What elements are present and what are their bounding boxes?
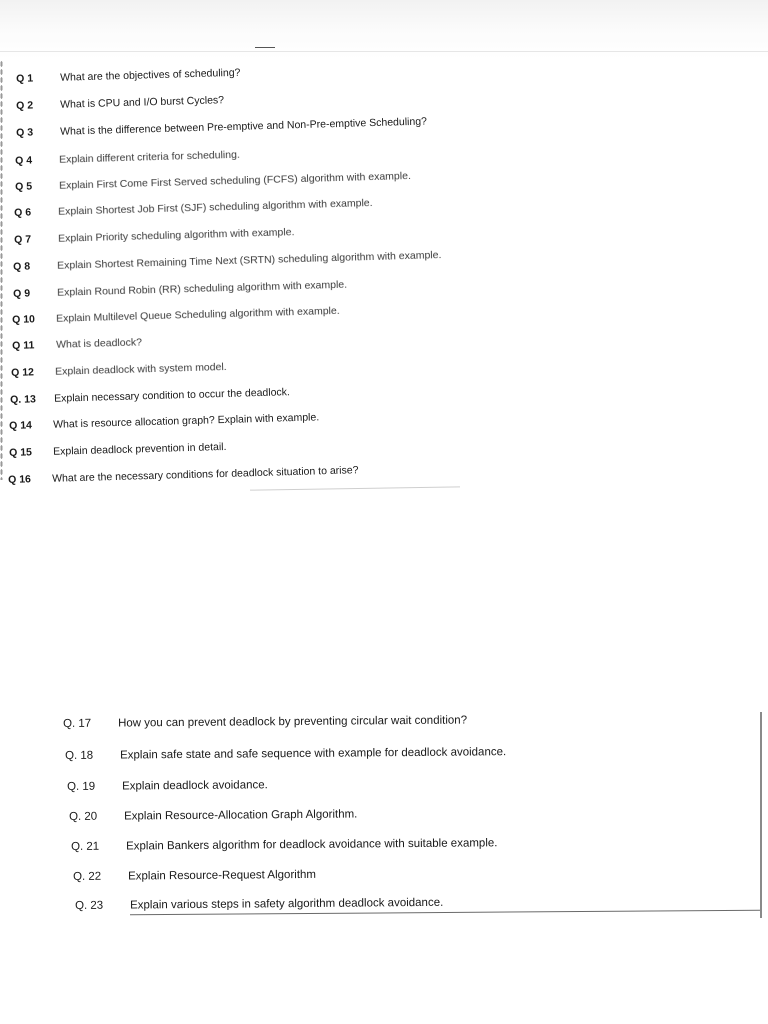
question-number: Q 10 bbox=[12, 313, 36, 326]
question-text: Explain deadlock prevention in detail. bbox=[52, 440, 227, 458]
question-number: Q 12 bbox=[11, 366, 35, 379]
question-number: Q 2 bbox=[16, 99, 34, 112]
question-number: Q. 20 bbox=[69, 810, 98, 823]
question-number: Q 9 bbox=[13, 287, 31, 300]
question-text: Explain safe state and safe sequence with example for deadlock avoidance. bbox=[119, 746, 507, 762]
question-sheet-top bbox=[0, 0, 768, 500]
question-number: Q 15 bbox=[9, 446, 33, 459]
binding-holes bbox=[0, 60, 3, 480]
question-number: Q. 22 bbox=[73, 870, 102, 883]
question-text: Explain Shortest Remaining Time Next (SRTN) scheduling algorithm with example. bbox=[56, 249, 442, 272]
question-text: Explain First Come First Served scheduling (FCFS) algorithm with example. bbox=[58, 169, 412, 192]
question-text: Explain various steps in safety algorithm deadlock avoidance. bbox=[129, 896, 444, 912]
question-number: Q 1 bbox=[16, 72, 34, 85]
question-text: Explain Resource-Allocation Graph Algorithm. bbox=[123, 808, 358, 823]
question-number: Q 5 bbox=[15, 180, 33, 193]
question-text: Explain Resource-Request Algorithm bbox=[127, 868, 317, 883]
question-number: Q 14 bbox=[9, 419, 33, 432]
page-mark bbox=[255, 47, 275, 48]
question-number: Q 11 bbox=[12, 339, 35, 352]
question-text: Explain Multilevel Queue Scheduling algorithm with example. bbox=[55, 304, 340, 325]
question-number: Q 6 bbox=[14, 206, 32, 219]
page-edge bbox=[250, 486, 460, 490]
page-edge bbox=[760, 712, 762, 918]
question-text: Explain Shortest Job First (SJF) scheduling algorithm with example. bbox=[57, 196, 373, 218]
question-text: What are the objectives of scheduling? bbox=[59, 66, 241, 84]
question-number: Q 7 bbox=[14, 233, 32, 246]
question-text: Explain different criteria for scheduling. bbox=[58, 148, 240, 166]
question-text: What is the difference between Pre-emptive and Non-Pre-emptive Scheduling? bbox=[59, 115, 428, 138]
question-number: Q 16 bbox=[8, 473, 32, 486]
question-number: Q 4 bbox=[15, 154, 33, 167]
question-number: Q. 17 bbox=[63, 717, 92, 730]
question-text: What is CPU and I/O burst Cycles? bbox=[59, 94, 225, 111]
question-number: Q 8 bbox=[13, 260, 31, 273]
question-text: Explain necessary condition to occur the deadlock. bbox=[53, 386, 291, 405]
question-text: What is resource allocation graph? Explain with example. bbox=[52, 411, 320, 431]
question-text: Explain Priority scheduling algorithm with example. bbox=[57, 226, 295, 245]
question-text: How you can prevent deadlock by preventing circular wait condition? bbox=[117, 714, 468, 730]
question-text: What is deadlock? bbox=[55, 336, 143, 351]
question-text: Explain Bankers algorithm for deadlock avoidance with suitable example. bbox=[125, 837, 498, 853]
question-sheet-bottom bbox=[0, 706, 768, 918]
question-text: Explain Round Robin (RR) scheduling algorithm with example. bbox=[56, 278, 348, 299]
question-number: Q. 13 bbox=[10, 393, 37, 406]
question-number: Q. 23 bbox=[75, 899, 104, 912]
question-number: Q 3 bbox=[16, 126, 34, 139]
question-text: Explain deadlock with system model. bbox=[54, 360, 227, 378]
question-number: Q. 18 bbox=[65, 749, 94, 762]
question-text: Explain deadlock avoidance. bbox=[121, 779, 268, 793]
page-fold-line bbox=[0, 51, 768, 52]
question-number: Q. 19 bbox=[67, 780, 96, 793]
question-text: What are the necessary conditions for deadlock situation to arise? bbox=[51, 464, 359, 485]
question-number: Q. 21 bbox=[71, 840, 100, 853]
